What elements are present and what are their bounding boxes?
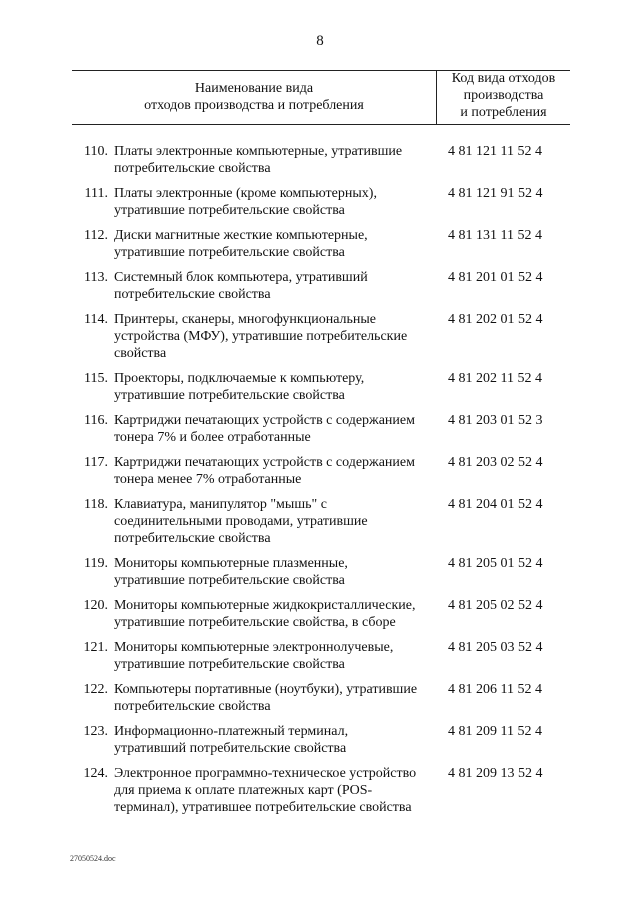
- table-row: [72, 597, 570, 631]
- waste-name: [108, 370, 438, 404]
- table-row: [72, 185, 570, 219]
- waste-name-line: утратившие потребительские свойства: [114, 245, 345, 260]
- waste-name-line: Компьютеры портативные (ноутбуки), утратившие: [114, 682, 418, 697]
- column-header-code-line: производства: [463, 88, 544, 103]
- table-row: [72, 496, 570, 547]
- table-row: [72, 454, 570, 488]
- row-number: 119.: [84, 556, 108, 571]
- waste-name: [108, 681, 438, 715]
- waste-name-line: утративший потребительские свойства: [114, 741, 347, 756]
- waste-name-line: Мониторы компьютерные плазменные,: [114, 556, 348, 571]
- row-number: 122.: [83, 682, 108, 697]
- waste-name: [108, 765, 438, 816]
- document-footer: 27050524.doc: [70, 854, 116, 863]
- waste-name-line: Мониторы компьютерные жидкокристаллические,: [114, 598, 416, 613]
- waste-name: [108, 597, 438, 631]
- waste-name-line: Системный блок компьютера, утративший: [114, 270, 368, 285]
- waste-name: [108, 143, 438, 177]
- waste-name-line: утратившие потребительские свойства: [114, 203, 345, 218]
- header-bottom-rule: [72, 124, 570, 125]
- waste-code: 4 81 203 02 52 4: [448, 455, 543, 470]
- waste-name: [108, 227, 438, 261]
- row-number: 111.: [84, 186, 108, 201]
- waste-name-line: соединительными проводами, утратившие: [114, 514, 368, 529]
- table-row: [72, 681, 570, 715]
- column-header-name: [72, 80, 436, 114]
- waste-name: [108, 311, 438, 362]
- waste-name: [108, 555, 438, 589]
- row-number: 110.: [84, 144, 108, 159]
- waste-name-line: потребительские свойства: [114, 531, 271, 546]
- waste-name: [108, 454, 438, 488]
- waste-name-line: утратившие потребительские свойства: [114, 657, 345, 672]
- waste-code: 4 81 131 11 52 4: [448, 228, 542, 243]
- row-number: 116.: [84, 413, 108, 428]
- waste-code: 4 81 202 11 52 4: [448, 371, 542, 386]
- waste-name-line: Диски магнитные жесткие компьютерные,: [114, 228, 368, 243]
- waste-code: 4 81 121 91 52 4: [448, 186, 543, 201]
- row-number: 124.: [83, 766, 108, 781]
- column-header-code: [437, 70, 570, 121]
- waste-name-line: Картриджи печатающих устройств с содержанием: [114, 413, 415, 428]
- row-number: 121.: [83, 640, 108, 655]
- waste-name-line: Электронное программно-техническое устройство: [114, 766, 417, 781]
- table-row: [72, 412, 570, 446]
- table-row: [72, 370, 570, 404]
- waste-name-line: утратившие потребительские свойства: [114, 388, 345, 403]
- column-header-name-line: отходов производства и потребления: [144, 98, 364, 113]
- row-number: 120.: [83, 598, 108, 613]
- waste-name-line: Платы электронные компьютерные, утратившие: [114, 144, 403, 159]
- row-number: 112.: [84, 228, 108, 243]
- waste-name-line: Платы электронные (кроме компьютерных),: [114, 186, 377, 201]
- waste-name-line: потребительские свойства: [114, 699, 271, 714]
- column-header-name-line: Наименование вида: [194, 81, 314, 96]
- waste-code: 4 81 205 03 52 4: [448, 640, 543, 655]
- waste-name: [108, 269, 438, 303]
- row-number: 113.: [84, 270, 108, 285]
- waste-table-body: [72, 143, 570, 824]
- waste-code: 4 81 203 01 52 3: [448, 413, 543, 428]
- waste-code: 4 81 121 11 52 4: [448, 144, 542, 159]
- row-number: 123.: [83, 724, 108, 739]
- waste-name-line: Мониторы компьютерные электроннолучевые,: [114, 640, 394, 655]
- column-header-code-line: Код вида отходов: [451, 71, 556, 86]
- waste-name: [108, 723, 438, 757]
- waste-code: 4 81 204 01 52 4: [448, 497, 543, 512]
- column-header-code-line: и потребления: [460, 105, 547, 120]
- row-number: 115.: [84, 371, 108, 386]
- table-row: [72, 311, 570, 362]
- table-row: [72, 723, 570, 757]
- waste-name-line: Клавиатура, манипулятор "мышь" с: [114, 497, 327, 512]
- waste-name-line: потребительские свойства: [114, 287, 271, 302]
- waste-code: 4 81 201 01 52 4: [448, 270, 543, 285]
- waste-name: [108, 412, 438, 446]
- waste-name-line: Информационно-платежный терминал,: [114, 724, 349, 739]
- waste-name-line: устройства (МФУ), утратившие потребительские: [114, 329, 408, 344]
- table-row: [72, 269, 570, 303]
- table-row: [72, 143, 570, 177]
- waste-name-line: Картриджи печатающих устройств с содержанием: [114, 455, 415, 470]
- waste-name-line: тонера менее 7% отработанные: [114, 472, 302, 487]
- waste-name-line: тонера 7% и более отработанные: [114, 430, 311, 445]
- waste-code: 4 81 205 01 52 4: [448, 556, 543, 571]
- waste-name: [108, 639, 438, 673]
- page-number: 8: [316, 33, 324, 49]
- waste-code: 4 81 202 01 52 4: [448, 312, 543, 327]
- table-row: [72, 555, 570, 589]
- waste-code: 4 81 205 02 52 4: [448, 598, 543, 613]
- waste-name-line: Принтеры, сканеры, многофункциональные: [114, 312, 377, 327]
- table-row: [72, 639, 570, 673]
- waste-name-line: терминал), утратившее потребительские свойства: [114, 800, 412, 815]
- table-row: [72, 227, 570, 261]
- waste-name-line: утратившие потребительские свойства, в сборе: [114, 615, 396, 630]
- waste-name-line: потребительские свойства: [114, 161, 271, 176]
- table-row: [72, 765, 570, 816]
- waste-name-line: свойства: [114, 346, 167, 361]
- waste-name-line: утратившие потребительские свойства: [114, 573, 345, 588]
- waste-code: 4 81 206 11 52 4: [448, 682, 542, 697]
- waste-name: [108, 496, 438, 547]
- waste-code: 4 81 209 13 52 4: [448, 766, 543, 781]
- row-number: 117.: [84, 455, 108, 470]
- waste-name-line: Проекторы, подключаемые к компьютеру,: [114, 371, 365, 386]
- waste-name-line: для приема к оплате платежных карт (POS-: [114, 783, 373, 798]
- row-number: 114.: [84, 312, 108, 327]
- waste-name: [108, 185, 438, 219]
- row-number: 118.: [84, 497, 108, 512]
- waste-code: 4 81 209 11 52 4: [448, 724, 542, 739]
